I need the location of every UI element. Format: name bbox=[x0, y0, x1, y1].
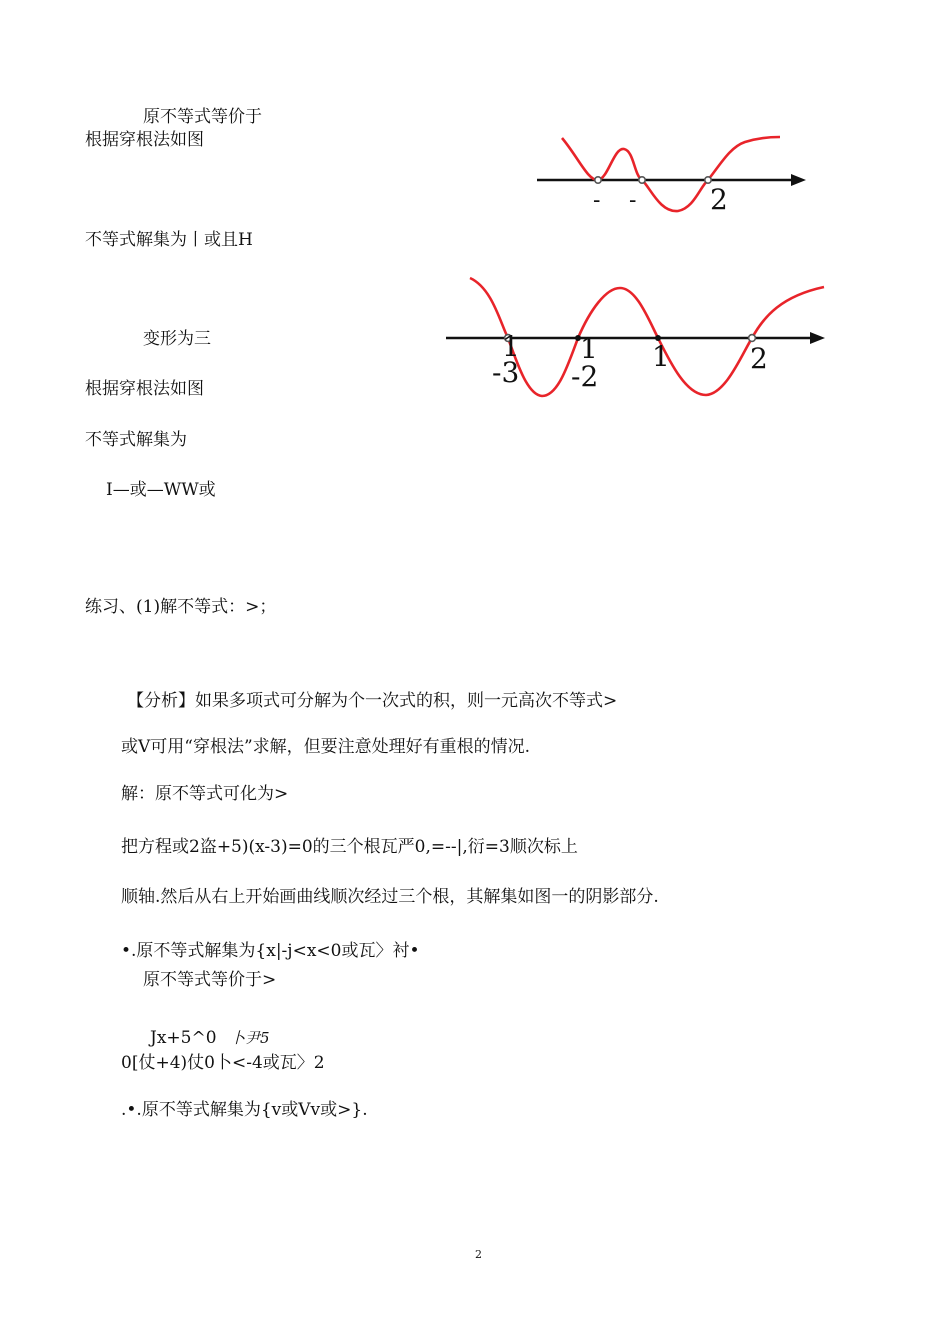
system-line-2: 0[仗+4)仗0卜<-4或瓦〉2 bbox=[121, 1053, 325, 1073]
solution-line-2: 把方程或2盗+5)(x-3)=0的三个根瓦严0,=--|,衍=3顺次标上 bbox=[121, 837, 578, 857]
solution-line-1: 解：原不等式可化为> bbox=[121, 784, 289, 804]
figure-2-label-d: 2 bbox=[750, 342, 768, 375]
figure-2-label-c: 1 bbox=[652, 340, 670, 373]
solution-final: .•.原不等式解集为{v或Vv或>}. bbox=[121, 1100, 368, 1120]
solution-line-3: 顺轴.然后从右上开始画曲线顺次经过三个根，其解集如图一的阴影部分. bbox=[121, 887, 659, 907]
text-line-6: 不等式解集为 bbox=[85, 430, 187, 450]
solution-line-4: •.原不等式解集为{x|-j<x<0或瓦〉衬• bbox=[121, 941, 420, 961]
figure-1-axis-arrow bbox=[791, 174, 806, 186]
figure-1 bbox=[530, 125, 820, 225]
figure-1-label-1: - bbox=[593, 188, 601, 213]
page-number: 2 bbox=[475, 1248, 482, 1261]
exercise-heading: 练习、(1)解不等式：>； bbox=[85, 597, 277, 617]
text-line-2: 根据穿根法如图 bbox=[85, 130, 204, 150]
analysis-line-1: 【分析】如果多项式可分解为个一次式的积，则一元高次不等式> bbox=[127, 691, 618, 711]
figure-2-axis-arrow bbox=[810, 332, 825, 344]
figure-2-label-b-den: -2 bbox=[571, 360, 599, 393]
figure-2-label-a-num: 1 bbox=[502, 330, 520, 363]
text-line-1: 原不等式等价于 bbox=[143, 107, 262, 127]
system-line-1-left: Jx+5^0 bbox=[150, 1028, 217, 1048]
text-line-5: 根据穿根法如图 bbox=[85, 379, 204, 399]
figure-2-label-a-den: -3 bbox=[492, 356, 520, 389]
solution-line-5: 原不等式等价于> bbox=[143, 970, 277, 990]
text-line-4: 变形为三 bbox=[143, 329, 211, 349]
figure-2-label-b-num: 1 bbox=[580, 332, 598, 365]
figure-1-label-2: - bbox=[629, 188, 637, 213]
figure-1-root-2 bbox=[639, 177, 645, 183]
figure-2-root-4 bbox=[749, 335, 756, 342]
text-line-3: 不等式解集为丨或且H bbox=[85, 230, 253, 250]
figure-2 bbox=[440, 270, 830, 405]
analysis-line-2: 或V可用“穿根法”求解，但要注意处理好有重根的情况. bbox=[121, 737, 531, 757]
system-line-1-right: 卜尹5 bbox=[229, 1029, 270, 1047]
text-line-7: I—或—WW或 bbox=[106, 480, 216, 500]
figure-1-label-3: 2 bbox=[710, 183, 728, 216]
figure-1-root-1 bbox=[595, 177, 601, 183]
system-line-1 bbox=[150, 1027, 269, 1049]
